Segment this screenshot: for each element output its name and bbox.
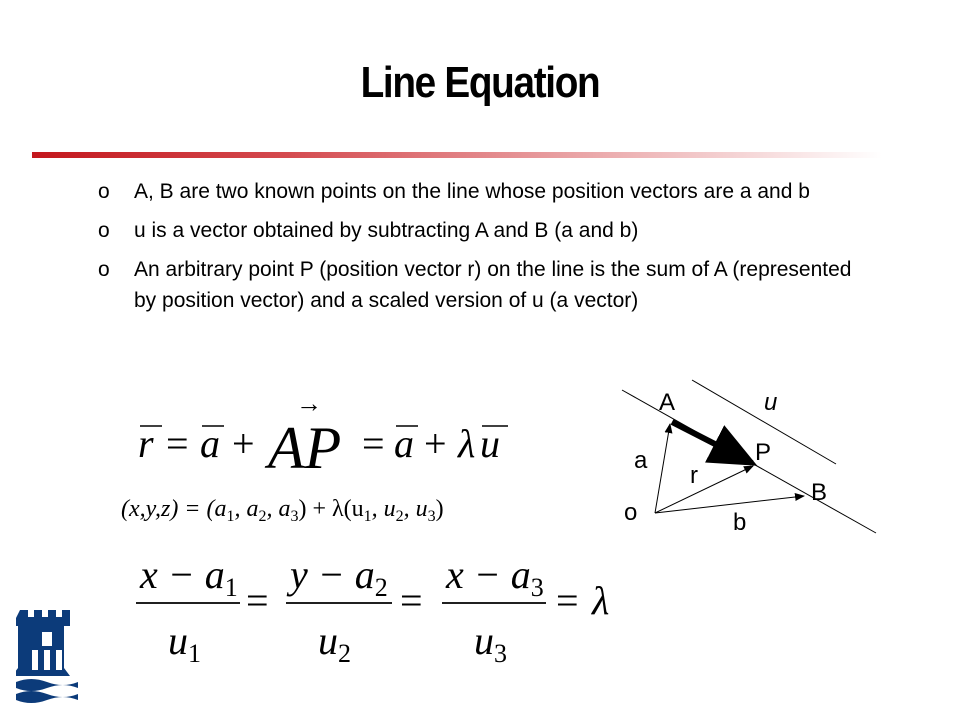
- component-equation: $(x,y,z) = (a_1$, $a_2$, $a_3) + \lambda(u_1$, $u_2$, $u_3$): [121, 496, 444, 525]
- denominator-1: $u_1$: [168, 618, 201, 668]
- numerator-1: $x - a_1$: [140, 552, 238, 602]
- eq-sign-3: =: [246, 578, 269, 623]
- vec-r: r: [138, 421, 154, 466]
- denominator-3: $u_3$: [474, 618, 507, 668]
- ap-arrow: →: [296, 389, 322, 418]
- label-P: P: [755, 439, 772, 466]
- label-A: A: [659, 389, 676, 416]
- vec-a-2: a: [394, 421, 414, 466]
- bullet-marker: o: [98, 258, 110, 281]
- label-b: b: [733, 509, 747, 536]
- lambda-symbol: λ: [458, 421, 476, 466]
- eq-sign-2: =: [362, 421, 385, 466]
- slide-title: Line Equation: [360, 58, 600, 107]
- vector-a: [655, 424, 670, 513]
- vec-u: u: [480, 421, 500, 466]
- bullet-text: A, B are two known points on the line whose position vectors are a and b: [134, 180, 810, 203]
- bullet-marker: o: [98, 219, 110, 242]
- bullet-text: u is a vector obtained by subtracting A and B (a and b): [134, 219, 639, 242]
- vec-a-1: a: [200, 421, 220, 466]
- vector-b: [655, 496, 804, 513]
- label-a: a: [634, 447, 648, 474]
- castle-logo-icon: [16, 606, 78, 704]
- eq-sign-5: =: [556, 578, 579, 623]
- bullet-marker: o: [98, 180, 110, 203]
- numerator-2: $y - a_2$: [290, 552, 388, 602]
- numerator-3: $x - a_3$: [446, 552, 544, 602]
- eq-sign-1: =: [166, 421, 189, 466]
- vec-AP: AP: [268, 415, 342, 481]
- denominator-2: $u_2$: [318, 618, 351, 668]
- eq-sign-4: =: [400, 578, 423, 623]
- bullet-text: An arbitrary point P (position vector r) on the line is the sum of A (represented by position vector) and a scaled version of u (a vector): [134, 258, 852, 312]
- label-o: o: [624, 499, 638, 526]
- label-u: u: [764, 389, 778, 416]
- vector-AP: [672, 422, 752, 463]
- label-r: r: [690, 462, 698, 489]
- vector-r: [655, 466, 753, 513]
- plus-sign-1: +: [232, 421, 255, 466]
- lambda-result: λ: [592, 578, 610, 623]
- plus-sign-2: +: [424, 421, 447, 466]
- label-B: B: [811, 479, 828, 506]
